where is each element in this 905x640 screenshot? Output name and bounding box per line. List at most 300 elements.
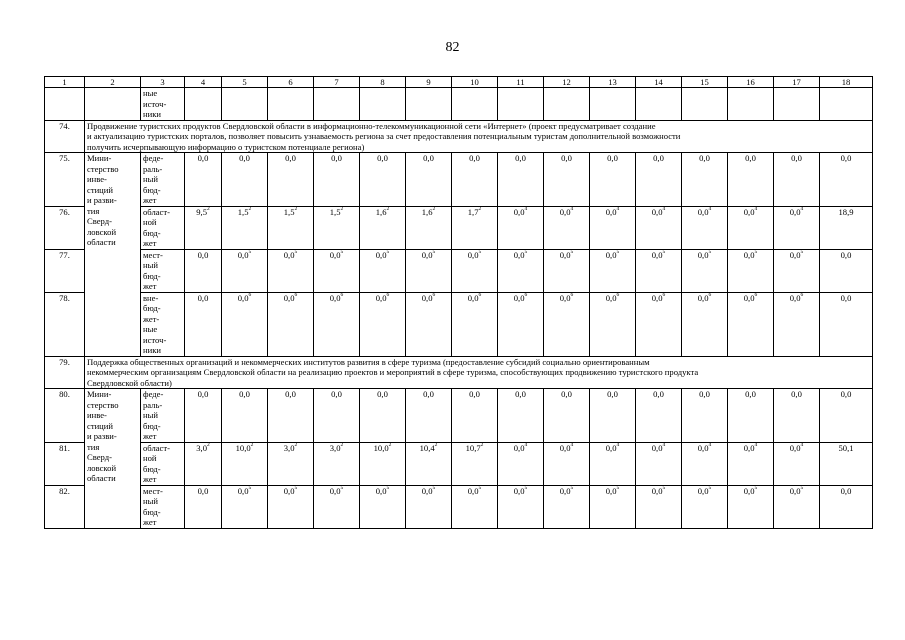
value-cell: [314, 88, 360, 121]
value-cell: [774, 153, 820, 207]
value-cell: [820, 442, 873, 485]
value-text: 0,0: [697, 442, 709, 453]
footnote-marker: 5: [478, 248, 482, 255]
column-number-header: 5: [222, 77, 268, 88]
value-text: 10,0: [235, 442, 251, 453]
footnote-marker: 5: [340, 484, 344, 491]
footnote-marker: 5: [294, 248, 298, 255]
column-number-header: 2: [85, 77, 141, 88]
footnote-marker: 4: [800, 441, 804, 448]
footnote-marker: 6: [340, 291, 344, 298]
value-text: 0,0: [329, 249, 341, 260]
value-text: 9,5: [196, 206, 207, 217]
value-text: 0,0: [697, 206, 709, 217]
value-cell: [406, 442, 452, 485]
footnote-marker: 5: [340, 248, 344, 255]
value-text: 0,0: [840, 153, 852, 163]
funding-row: [45, 206, 873, 249]
value-text: 0,0: [743, 206, 755, 217]
value-cell: [682, 389, 728, 443]
value-cell: [544, 88, 590, 121]
value-cell: [820, 249, 873, 292]
value-cell: [406, 249, 452, 292]
value-text: 0,0: [513, 292, 525, 303]
footnote-marker: 2: [386, 205, 390, 212]
value-cell: [498, 442, 544, 485]
value-cell: [185, 153, 222, 207]
value-cell: [185, 292, 222, 356]
footnote-marker: 2: [250, 441, 254, 448]
value-text: 0,0: [789, 249, 801, 260]
value-text: 0,0: [789, 292, 801, 303]
value-cell: [314, 153, 360, 207]
footnote-marker: 6: [570, 291, 574, 298]
value-cell: [590, 389, 636, 443]
footnote-marker: 2: [248, 205, 252, 212]
value-text: 0,0: [331, 153, 342, 163]
value-cell: [682, 292, 728, 356]
value-cell: [268, 292, 314, 356]
value-cell: [185, 485, 222, 528]
footnote-marker: 5: [432, 484, 436, 491]
funding-row: [45, 153, 873, 207]
value-cell: [636, 292, 682, 356]
value-text: 0,0: [605, 485, 617, 496]
value-cell: [314, 292, 360, 356]
footnote-marker: 6: [478, 291, 482, 298]
value-cell: [185, 206, 222, 249]
value-text: 0,0: [745, 153, 756, 163]
value-cell: [544, 292, 590, 356]
value-text: 0,0: [421, 292, 433, 303]
value-text: 0,0: [197, 292, 209, 303]
value-text: 0,0: [789, 485, 801, 496]
value-text: 0,0: [237, 292, 249, 303]
value-cell: [728, 249, 774, 292]
value-text: 1,7: [467, 206, 479, 217]
value-text: 0,0: [283, 485, 295, 496]
column-number-header: 1: [45, 77, 85, 88]
footnote-marker: 6: [386, 291, 390, 298]
value-text: 0,0: [743, 485, 755, 496]
value-text: 0,0: [791, 389, 802, 399]
value-cell: [452, 88, 498, 121]
value-cell: [222, 153, 268, 207]
column-number-header: 4: [185, 77, 222, 88]
footnote-marker: 2: [207, 441, 210, 448]
value-cell: [498, 292, 544, 356]
value-text: 0,0: [743, 292, 755, 303]
value-text: 0,0: [651, 442, 663, 453]
value-text: 0,0: [651, 485, 663, 496]
value-text: 0,0: [285, 153, 296, 163]
value-text: 0,0: [840, 485, 852, 496]
value-text: 0,0: [237, 249, 249, 260]
row-number-cell: 80.: [45, 389, 85, 443]
value-cell: [360, 292, 406, 356]
value-cell: [360, 88, 406, 121]
value-text: 1,6: [375, 206, 387, 217]
funding-source-cell: феде- раль- ный бюд- жет: [141, 389, 185, 443]
value-cell: [268, 88, 314, 121]
footnote-marker: 2: [294, 441, 298, 448]
value-cell: [636, 153, 682, 207]
value-text: 50,1: [838, 442, 854, 453]
footnote-marker: 5: [248, 484, 252, 491]
value-text: 0,0: [840, 292, 852, 303]
header-row: [45, 77, 873, 88]
footnote-marker: 6: [708, 291, 712, 298]
footnote-marker: 5: [294, 484, 298, 491]
column-number-header: 6: [268, 77, 314, 88]
value-text: 0,0: [197, 389, 209, 399]
value-cell: [820, 389, 873, 443]
value-cell: [360, 442, 406, 485]
footnote-marker: 2: [207, 205, 210, 212]
value-cell: [268, 485, 314, 528]
funding-source-cell: мест- ный бюд- жет: [141, 249, 185, 292]
footnote-marker: 5: [800, 484, 804, 491]
value-text: 0,0: [515, 153, 526, 163]
footnote-marker: 4: [754, 441, 758, 448]
value-text: 0,0: [329, 485, 341, 496]
value-cell: [544, 442, 590, 485]
value-cell: [360, 249, 406, 292]
value-text: 0,0: [653, 153, 664, 163]
footnote-marker: 5: [662, 484, 666, 491]
footnote-marker: 5: [800, 248, 804, 255]
value-text: 0,0: [239, 389, 250, 399]
value-text: 1,5: [329, 206, 341, 217]
footnote-marker: 2: [388, 441, 392, 448]
value-cell: [498, 485, 544, 528]
value-cell: [774, 442, 820, 485]
column-number-header: 9: [406, 77, 452, 88]
footnote-marker: 5: [524, 248, 528, 255]
column-number-header: 3: [141, 77, 185, 88]
funding-source-cell: феде- раль- ный бюд- жет: [141, 153, 185, 207]
value-cell: [268, 206, 314, 249]
column-number-header: 7: [314, 77, 360, 88]
value-text: 0,0: [559, 485, 571, 496]
value-text: 0,0: [513, 206, 525, 217]
value-text: 0,0: [469, 389, 480, 399]
value-cell: [682, 206, 728, 249]
value-text: 0,0: [559, 442, 571, 453]
value-cell: [498, 153, 544, 207]
value-text: 3,0: [196, 442, 207, 453]
footnote-marker: 4: [754, 205, 758, 212]
value-text: 0,0: [743, 442, 755, 453]
value-text: 0,0: [561, 389, 572, 399]
section-title-cell: Продвижение туристских продуктов Свердловской области в информационно-телекоммуникационной сети «Интернет» (проект предусматривает создание и актуализацию туристских порталов, позволяет повысить узнаваемость региона за счет предоставления потенциальным туристам дополнительной возможности получить исчерпывающую информацию о туристском потенциале региона): [85, 120, 873, 153]
value-cell: [820, 206, 873, 249]
value-text: 0,0: [377, 153, 388, 163]
executor-cell: [85, 88, 141, 121]
value-cell: [222, 249, 268, 292]
value-cell: [636, 206, 682, 249]
value-text: 0,0: [421, 249, 433, 260]
value-cell: [222, 206, 268, 249]
budget-table: [44, 76, 873, 529]
funding-row: [45, 249, 873, 292]
page-number: 82: [445, 40, 460, 55]
value-cell: [544, 249, 590, 292]
column-number-header: 16: [728, 77, 774, 88]
value-text: 0,0: [697, 249, 709, 260]
value-cell: [774, 485, 820, 528]
value-text: 0,0: [239, 153, 250, 163]
footnote-marker: 5: [754, 484, 758, 491]
value-cell: [268, 249, 314, 292]
row-number-cell: [45, 88, 85, 121]
row-number-cell: 81.: [45, 442, 85, 485]
value-cell: [590, 249, 636, 292]
value-cell: [636, 389, 682, 443]
value-text: 0,0: [469, 153, 480, 163]
value-cell: [360, 206, 406, 249]
value-cell: [360, 485, 406, 528]
value-cell: [728, 292, 774, 356]
value-text: 0,0: [789, 206, 801, 217]
value-cell: [590, 292, 636, 356]
value-text: 0,0: [697, 292, 709, 303]
column-number-header: 8: [360, 77, 406, 88]
value-cell: [406, 389, 452, 443]
value-text: 0,0: [513, 485, 525, 496]
value-text: 0,0: [607, 153, 618, 163]
value-cell: [452, 206, 498, 249]
footnote-marker: 6: [800, 291, 804, 298]
value-text: 0,0: [743, 249, 755, 260]
value-text: 0,0: [377, 389, 388, 399]
row-number-cell: 75.: [45, 153, 85, 207]
value-cell: [636, 88, 682, 121]
value-cell: [498, 389, 544, 443]
value-text: 0,0: [197, 485, 209, 496]
funding-source-cell: вне- бюд- жет- ные источ- ники: [141, 292, 185, 356]
value-text: 0,0: [375, 292, 387, 303]
footnote-marker: 2: [434, 441, 438, 448]
column-number-header: 14: [636, 77, 682, 88]
table-body: [45, 77, 873, 529]
value-cell: [268, 153, 314, 207]
value-text: 0,0: [651, 206, 663, 217]
footnote-marker: 4: [524, 205, 528, 212]
value-text: 0,0: [745, 389, 756, 399]
value-text: 10,7: [465, 442, 481, 453]
value-cell: [590, 88, 636, 121]
footnote-marker: 5: [432, 248, 436, 255]
value-text: 0,0: [605, 206, 617, 217]
footnote-marker: 6: [662, 291, 666, 298]
column-number-header: 15: [682, 77, 728, 88]
value-cell: [314, 485, 360, 528]
value-cell: [728, 485, 774, 528]
footnote-marker: 5: [478, 484, 482, 491]
footnote-marker: 6: [294, 291, 298, 298]
funding-row: [45, 485, 873, 528]
value-cell: [774, 389, 820, 443]
value-cell: [682, 485, 728, 528]
value-text: 0,0: [559, 206, 571, 217]
value-text: 0,0: [197, 153, 209, 163]
value-cell: [314, 206, 360, 249]
value-text: 0,0: [197, 249, 209, 260]
value-cell: [820, 153, 873, 207]
value-cell: [452, 153, 498, 207]
column-number-header: 11: [498, 77, 544, 88]
value-text: 18,9: [838, 206, 854, 217]
continuation-row: [45, 88, 873, 121]
value-text: 0,0: [513, 249, 525, 260]
value-text: 0,0: [651, 249, 663, 260]
footnote-marker: 5: [570, 248, 574, 255]
funding-source-cell: мест- ный бюд- жет: [141, 485, 185, 528]
value-cell: [774, 292, 820, 356]
value-cell: [820, 485, 873, 528]
value-cell: [222, 442, 268, 485]
funding-row: [45, 292, 873, 356]
value-cell: [544, 206, 590, 249]
value-cell: [406, 485, 452, 528]
column-number-header: 17: [774, 77, 820, 88]
column-number-header: 12: [544, 77, 590, 88]
value-text: 0,0: [789, 442, 801, 453]
footnote-marker: 5: [386, 248, 390, 255]
value-cell: [590, 485, 636, 528]
value-cell: [544, 389, 590, 443]
value-text: 1,5: [283, 206, 295, 217]
footnote-marker: 2: [340, 441, 344, 448]
section-title-cell: Поддержка общественных организаций и некоммерческих институтов развития в сфере туризма (предоставление субсидий социально ориентированным некоммерческим организациям Свердловской области на реализацию проектов и мероприятий в сфере туризма, способствующих продвижению туристского продукта Свердловской области): [85, 356, 873, 389]
funding-row: [45, 442, 873, 485]
value-text: 0,0: [331, 389, 342, 399]
value-text: 10,4: [419, 442, 435, 453]
value-cell: [268, 442, 314, 485]
value-text: 10,0: [373, 442, 389, 453]
value-cell: [185, 88, 222, 121]
funding-row: [45, 389, 873, 443]
value-cell: [314, 442, 360, 485]
row-number-cell: 82.: [45, 485, 85, 528]
row-number-cell: 78.: [45, 292, 85, 356]
value-text: 3,0: [329, 442, 341, 453]
footnote-marker: 5: [616, 248, 620, 255]
column-number-header: 18: [820, 77, 873, 88]
value-text: 3,0: [283, 442, 295, 453]
value-text: 0,0: [513, 442, 525, 453]
footnote-marker: 5: [708, 248, 712, 255]
value-cell: [222, 389, 268, 443]
value-text: 0,0: [237, 485, 249, 496]
value-text: 0,0: [375, 249, 387, 260]
value-text: 0,0: [559, 249, 571, 260]
footnote-marker: 4: [616, 441, 620, 448]
value-cell: [406, 88, 452, 121]
footnote-marker: 4: [708, 441, 712, 448]
value-cell: [360, 153, 406, 207]
footnote-marker: 5: [708, 484, 712, 491]
value-text: 0,0: [285, 389, 296, 399]
footnote-marker: 4: [708, 205, 712, 212]
value-cell: [222, 485, 268, 528]
value-cell: [452, 249, 498, 292]
footnote-marker: 4: [616, 205, 620, 212]
value-cell: [314, 389, 360, 443]
value-text: 1,6: [421, 206, 433, 217]
value-text: 0,0: [605, 292, 617, 303]
value-cell: [728, 153, 774, 207]
column-number-header: 13: [590, 77, 636, 88]
value-cell: [185, 389, 222, 443]
column-number-header: 10: [452, 77, 498, 88]
value-text: 0,0: [559, 292, 571, 303]
value-cell: [682, 153, 728, 207]
value-text: 0,0: [605, 442, 617, 453]
value-text: 0,0: [467, 485, 479, 496]
value-cell: [222, 88, 268, 121]
value-cell: [728, 88, 774, 121]
value-text: 0,0: [791, 153, 802, 163]
value-text: 0,0: [651, 292, 663, 303]
value-cell: [636, 442, 682, 485]
value-cell: [406, 153, 452, 207]
value-text: 0,0: [375, 485, 387, 496]
row-number-cell: 79.: [45, 356, 85, 389]
footnote-marker: 5: [248, 248, 252, 255]
value-cell: [185, 442, 222, 485]
section-row: [45, 120, 873, 153]
value-cell: [406, 292, 452, 356]
value-cell: [682, 442, 728, 485]
value-cell: [774, 88, 820, 121]
footnote-marker: 4: [800, 205, 804, 212]
footnote-marker: 4: [570, 441, 574, 448]
footnote-marker: 2: [478, 205, 482, 212]
footnote-marker: 5: [616, 484, 620, 491]
value-text: 0,0: [697, 485, 709, 496]
value-cell: [820, 292, 873, 356]
footnote-marker: 4: [524, 441, 528, 448]
value-cell: [774, 249, 820, 292]
value-text: 0,0: [329, 292, 341, 303]
value-cell: [498, 249, 544, 292]
footnote-marker: 5: [386, 484, 390, 491]
value-text: 0,0: [605, 249, 617, 260]
row-number-cell: 77.: [45, 249, 85, 292]
footnote-marker: 4: [662, 441, 666, 448]
footnote-marker: 5: [754, 248, 758, 255]
footnote-marker: 5: [662, 248, 666, 255]
footnote-marker: 6: [754, 291, 758, 298]
row-number-cell: 74.: [45, 120, 85, 153]
value-text: 0,0: [699, 153, 710, 163]
value-cell: [268, 389, 314, 443]
value-cell: [222, 292, 268, 356]
value-cell: [728, 442, 774, 485]
footnote-marker: 2: [294, 205, 298, 212]
value-text: 0,0: [515, 389, 526, 399]
footnote-marker: 2: [432, 205, 436, 212]
value-cell: [728, 389, 774, 443]
value-text: 0,0: [423, 389, 434, 399]
value-text: 0,0: [607, 389, 618, 399]
value-cell: [360, 389, 406, 443]
row-number-cell: 76.: [45, 206, 85, 249]
value-text: 0,0: [283, 292, 295, 303]
value-cell: [406, 206, 452, 249]
